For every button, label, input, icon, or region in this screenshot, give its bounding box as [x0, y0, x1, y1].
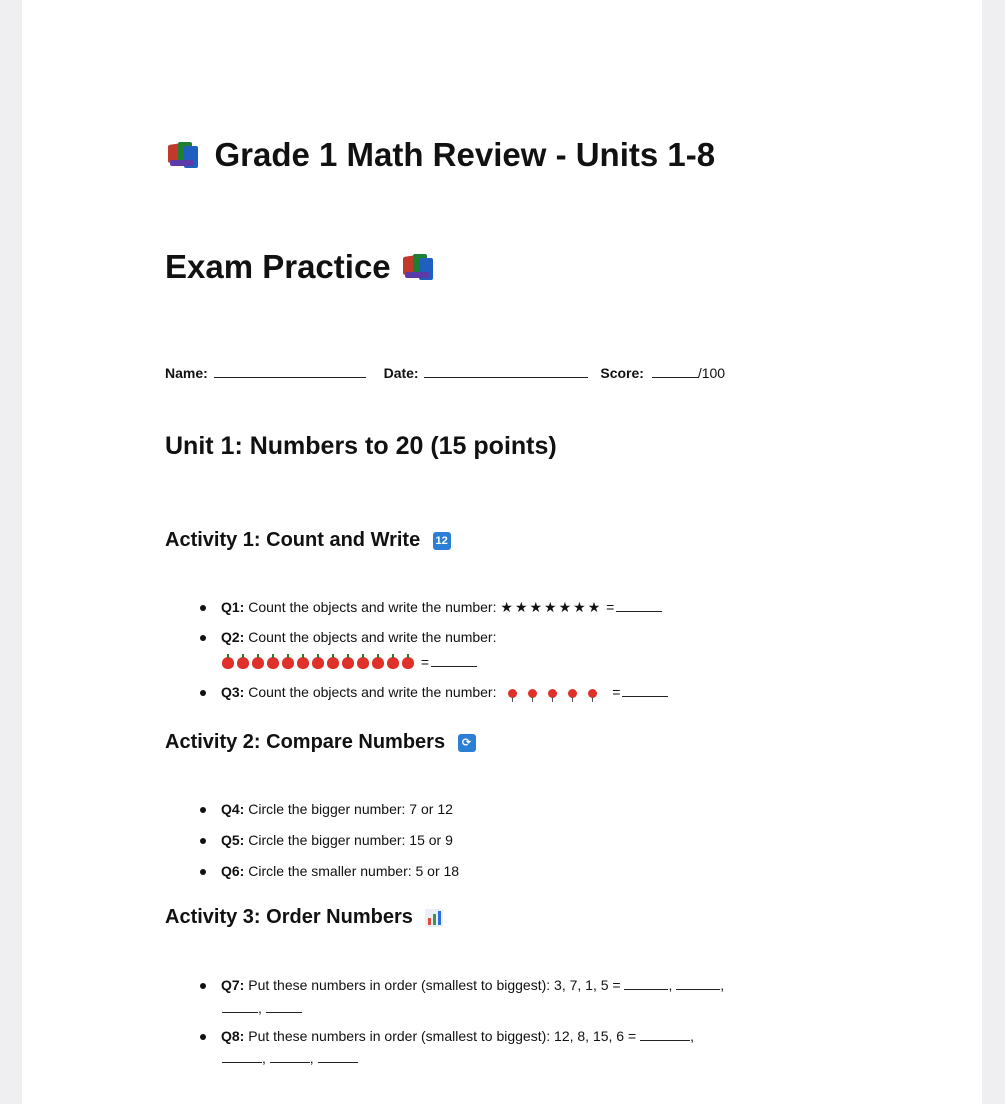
pushpin-icon: [548, 689, 557, 698]
question-label: Q2:: [221, 629, 245, 645]
question-label: Q1:: [221, 599, 245, 615]
bullet: [200, 869, 206, 875]
question-q4: [221, 801, 453, 817]
question-label: Q8:: [221, 1028, 245, 1044]
score-total: /100: [697, 365, 726, 381]
answer-blank[interactable]: [616, 599, 662, 612]
unit1-heading: Unit 1: Numbers to 20 (15 points): [165, 432, 557, 460]
answer-blank[interactable]: [266, 1000, 302, 1013]
pushpin-icon: [528, 689, 537, 698]
question-text: Put these numbers in order (smallest to biggest): 12, 8, 15, 6 =: [248, 1028, 637, 1044]
question-q6: [221, 863, 459, 879]
question-label: Q4:: [221, 801, 245, 817]
name-field[interactable]: [214, 365, 366, 378]
activity2-heading-row: [165, 731, 476, 754]
bullet: [200, 807, 206, 813]
apple-icon: [252, 657, 264, 669]
page-subtitle: Exam Practice: [165, 248, 391, 285]
apple-icon: [297, 657, 309, 669]
bullet: [200, 605, 206, 611]
answer-blank[interactable]: [640, 1028, 690, 1041]
question-q8: Q8: Put these numbers in order (smallest to biggest): 12, 8, 15, 6 = ,: [221, 1028, 694, 1044]
worksheet-page: [22, 0, 982, 1104]
apple-icon: [237, 657, 249, 669]
repeat-icon: ⟳: [458, 734, 476, 752]
pushpin-icon: [588, 689, 597, 698]
question-q1: [221, 599, 662, 616]
page-title: Grade 1 Math Review - Units 1-8: [214, 136, 716, 173]
apple-icon: [372, 657, 384, 669]
equals-sign: =: [612, 684, 621, 700]
question-q7-continued: ,: [222, 1000, 302, 1016]
activity1-heading-row: [165, 529, 451, 552]
apple-icon: [327, 657, 339, 669]
answer-blank[interactable]: [624, 977, 668, 990]
question-text: Count the objects and write the number:: [248, 629, 497, 645]
question-q3: [221, 684, 668, 700]
answer-blank[interactable]: [222, 1050, 262, 1063]
bullet: [200, 635, 206, 641]
bar-chart-icon: [425, 909, 443, 927]
question-q7: Q7: Put these numbers in order (smallest to biggest): 3, 7, 1, 5 = , ,: [221, 977, 725, 993]
question-text: Count the objects and write the number:: [248, 599, 497, 615]
apple-icon: [342, 657, 354, 669]
answer-blank[interactable]: [318, 1050, 358, 1063]
question-q2: [221, 629, 497, 645]
pushpin-icon: [508, 689, 517, 698]
question-text: Circle the bigger number: 15 or 9: [248, 832, 453, 848]
activity1-heading: Activity 1: Count and Write: [165, 529, 421, 551]
bullet: [200, 690, 206, 696]
question-text: Circle the bigger number: 7 or 12: [248, 801, 453, 817]
activity3-heading: Activity 3: Order Numbers: [165, 906, 413, 928]
question-label: Q5:: [221, 832, 245, 848]
equals-sign: =: [420, 654, 430, 670]
question-label: Q3:: [221, 684, 245, 700]
question-q8-continued: , ,: [222, 1050, 358, 1066]
apple-icon: [402, 657, 414, 669]
title-row: [168, 136, 715, 174]
score-label: Score:: [600, 365, 644, 381]
pushpin-icon: [568, 689, 577, 698]
date-field[interactable]: [424, 365, 588, 378]
name-label: Name:: [165, 365, 208, 381]
apple-icon: [282, 657, 294, 669]
apple-objects-row: [222, 654, 477, 670]
apple-icon: [312, 657, 324, 669]
books-icon: [403, 254, 433, 280]
subtitle-row: [165, 248, 433, 286]
apple-objects: [222, 654, 421, 670]
apple-icon: [222, 657, 234, 669]
pushpin-objects: [508, 684, 608, 700]
question-text: Circle the smaller number: 5 or 18: [248, 863, 460, 879]
question-text: Put these numbers in order (smallest to biggest): 3, 7, 1, 5 =: [248, 977, 621, 993]
question-q5: [221, 832, 453, 848]
activity3-heading-row: [165, 906, 443, 929]
answer-blank[interactable]: [270, 1050, 310, 1063]
apple-icon: [267, 657, 279, 669]
bullet: [200, 838, 206, 844]
answer-blank[interactable]: [622, 684, 668, 697]
question-label: Q7:: [221, 977, 245, 993]
question-label: Q6:: [221, 863, 245, 879]
apple-icon: [387, 657, 399, 669]
date-label: Date:: [383, 365, 419, 381]
activity2-heading: Activity 2: Compare Numbers: [165, 731, 446, 753]
bullet: [200, 983, 206, 989]
answer-blank[interactable]: [431, 654, 477, 667]
books-icon: [168, 142, 198, 168]
bullet: [200, 1034, 206, 1040]
answer-blank[interactable]: [222, 1000, 258, 1013]
info-fields: [165, 365, 725, 381]
star-objects: ★★★★★★★: [500, 599, 603, 615]
answer-blank[interactable]: [676, 977, 720, 990]
score-field[interactable]: [652, 365, 698, 378]
numbers-1234-icon: 12: [433, 532, 451, 550]
apple-icon: [357, 657, 369, 669]
question-text: Count the objects and write the number:: [248, 684, 497, 700]
equals-sign: =: [606, 599, 615, 615]
